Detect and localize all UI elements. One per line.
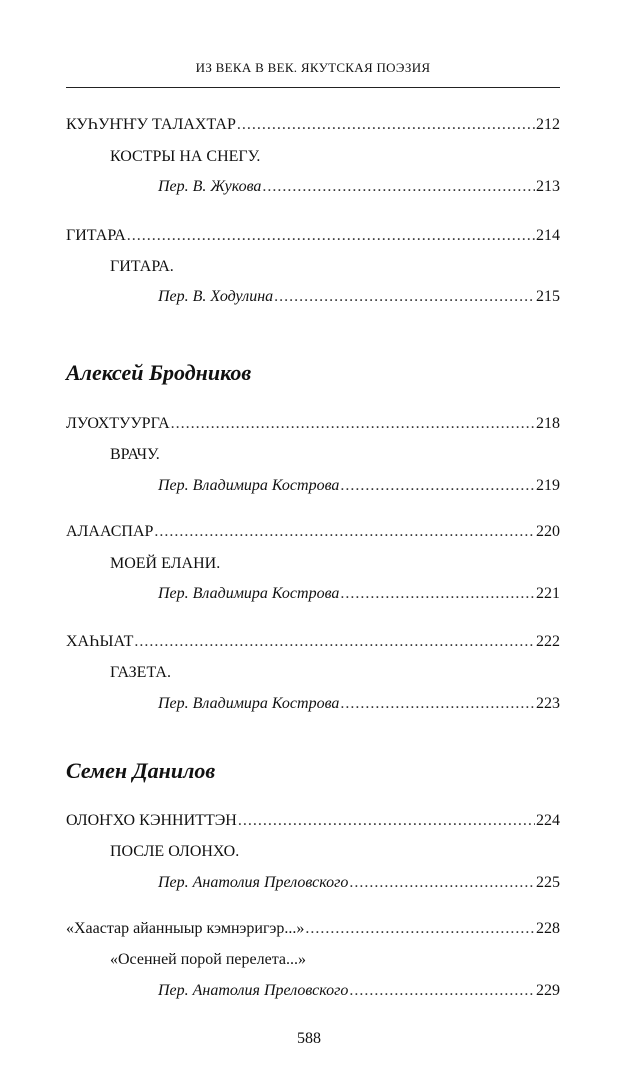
translator: Пер. Владимира Кострова: [158, 477, 340, 494]
page-ref: 214: [536, 227, 560, 244]
poem-title: «Хаастар айанныыр кэмнэригэр...»: [66, 920, 305, 937]
toc-entry: [66, 414, 560, 434]
translator: Пер. Владимира Кострова: [158, 585, 340, 602]
leader-dots: [237, 115, 535, 135]
translation-title: «Осенней порой перелета...»: [110, 951, 307, 968]
translation-title: ПОСЛЕ ОЛОНХО.: [110, 843, 240, 860]
leader-dots: [340, 694, 535, 714]
page-ref: 212: [536, 116, 560, 133]
toc-entry: [66, 632, 560, 652]
leader-dots: [134, 632, 535, 652]
running-header: ИЗ ВЕКА В ВЕК. ЯКУТСКАЯ ПОЭЗИЯ: [195, 60, 431, 75]
toc-translator-entry: [158, 287, 560, 307]
toc-translator-entry: [158, 873, 560, 893]
header-rule: [66, 87, 560, 88]
page-ref: 220: [536, 523, 560, 540]
toc-translator-entry: [158, 981, 560, 1001]
leader-dots: [305, 919, 535, 939]
toc-entry: [66, 226, 560, 246]
toc-translator-entry: [158, 584, 560, 604]
poem-title: ОЛОҤХО КЭННИТТЭН: [66, 812, 237, 829]
page-ref: 218: [536, 415, 560, 432]
leader-dots: [171, 414, 535, 434]
leader-dots: [154, 522, 535, 542]
toc-translator-entry: [158, 476, 560, 496]
page-ref: 221: [536, 585, 560, 602]
translator: Пер. Анатолия Преловского: [158, 874, 349, 891]
leader-dots: [340, 476, 535, 496]
toc-entry: [66, 115, 560, 135]
leader-dots: [262, 177, 535, 197]
poem-title: КУҺУҤҤУ ТАЛАХТАР: [66, 116, 236, 133]
poem-title: ХАҺЫАТ: [66, 633, 134, 650]
toc-translator-entry: [158, 694, 560, 714]
page-ref: 229: [536, 982, 560, 999]
translator: Пер. Владимира Кострова: [158, 695, 340, 712]
leader-dots: [238, 811, 535, 831]
page-ref: 215: [536, 288, 560, 305]
page-ref: 219: [536, 477, 560, 494]
leader-dots: [274, 287, 535, 307]
toc-entry: [66, 919, 560, 939]
poem-title: АЛААСПАР: [66, 523, 154, 540]
page-number: 588: [297, 1030, 321, 1047]
poem-title: ГИТАРА: [66, 227, 126, 244]
leader-dots: [349, 873, 535, 893]
toc-entry: [66, 811, 560, 831]
toc-translator-entry: [158, 177, 560, 197]
leader-dots: [127, 226, 535, 246]
page-ref: 224: [536, 812, 560, 829]
page-ref: 213: [536, 178, 560, 195]
translation-title: КОСТРЫ НА СНЕГУ.: [110, 148, 261, 165]
translation-title: ГАЗЕТА.: [110, 664, 171, 681]
translation-title: ГИТАРА.: [110, 258, 174, 275]
translation-title: МОЕЙ ЕЛАНИ.: [110, 555, 221, 572]
leader-dots: [349, 981, 535, 1001]
poem-title: ЛУОХТУУРГА: [66, 415, 170, 432]
translator: Пер. В. Ходулина: [158, 288, 274, 305]
toc-entry: [66, 522, 560, 542]
author-heading: Семен Данилов: [66, 758, 216, 783]
translator: Пер. В. Жукова: [158, 178, 262, 195]
page-ref: 223: [536, 695, 560, 712]
page-ref: 228: [536, 920, 560, 937]
page-ref: 222: [536, 633, 560, 650]
translation-title: ВРАЧУ.: [110, 446, 160, 463]
leader-dots: [340, 584, 535, 604]
page-ref: 225: [536, 874, 560, 891]
translator: Пер. Анатолия Преловского: [158, 982, 349, 999]
author-heading: Алексей Бродников: [66, 360, 252, 385]
